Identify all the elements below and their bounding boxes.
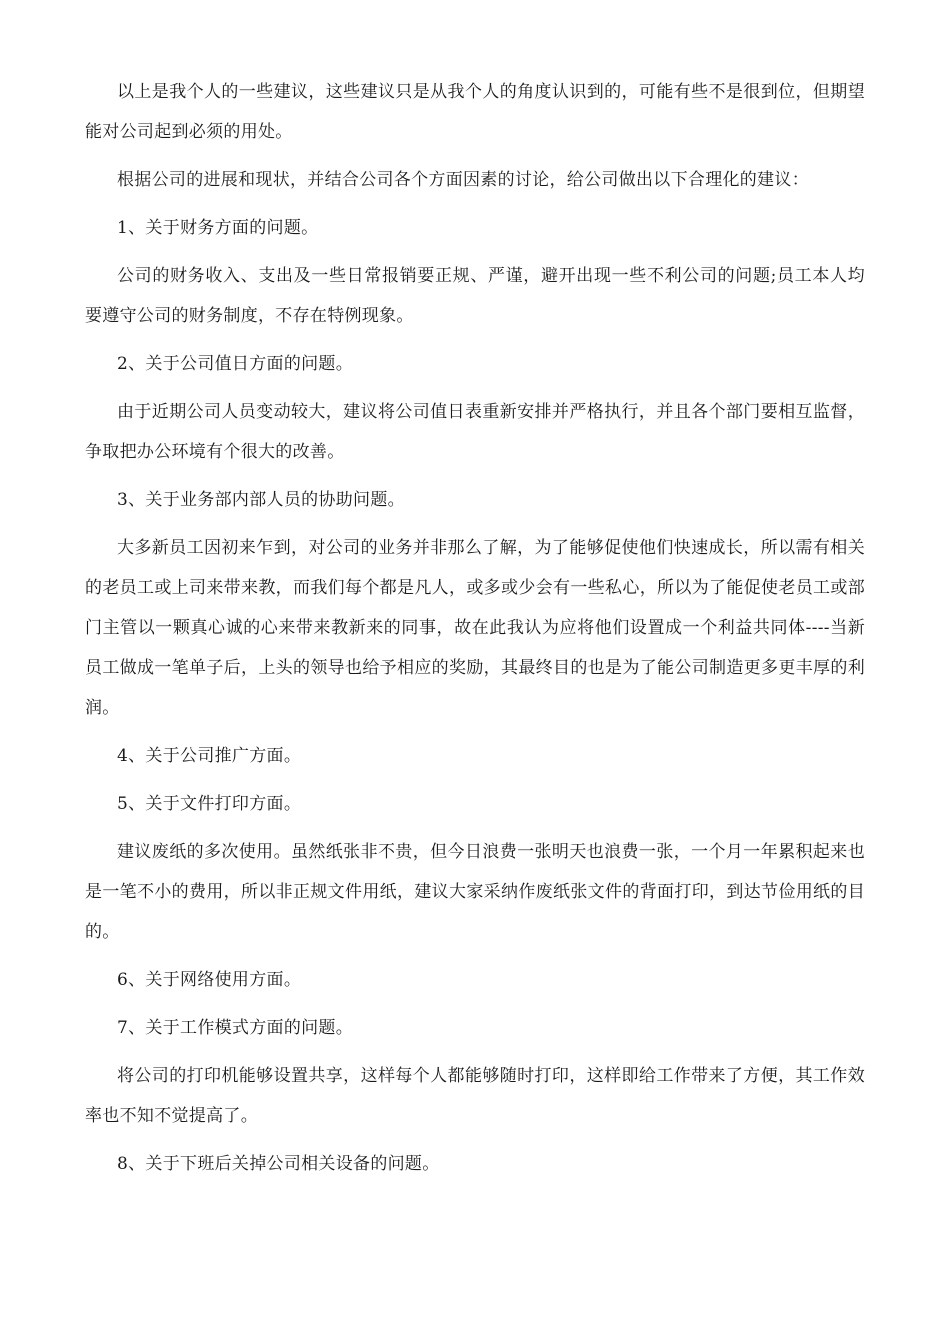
heading-collaboration: 3、关于业务部内部人员的协助问题。	[117, 490, 405, 510]
paragraph-collaboration: 大多新员工因初来乍到，对公司的业务并非那么了解，为了能够促使他们快速成长，所以需有相关的老员工或上司来带来教，而我们每个都是凡人，或多或少会有一些私心，所以为了能促使老员工或部门主管以一颗真心诚的心来带来教新来的同事，故在此我认为应将他们设置成一个利益共同体----当新员工做成一笔单子后，上头的领导也给予相应的奖励，其最终目的也是为了能公司制造更多更丰厚的利润。	[85, 538, 865, 718]
paragraph-printing: 建议废纸的多次使用。虽然纸张非不贵，但今日浪费一张明天也浪费一张，一个月一年累积起来也是一笔不小的费用，所以非正规文件用纸，建议大家采纳作废纸张文件的背面打印，到达节俭用纸的目的。	[85, 842, 865, 942]
heading-duty: 2、关于公司值日方面的问题。	[117, 354, 354, 374]
paragraph-preface: 根据公司的进展和现状，并结合公司各个方面因素的讨论，给公司做出以下合理化的建议：	[117, 170, 809, 190]
heading-network: 6、关于网络使用方面。	[117, 970, 302, 990]
heading-promotion: 4、关于公司推广方面。	[117, 746, 302, 766]
paragraph-work-mode: 将公司的打印机能够设置共享，这样每个人都能够随时打印，这样即给工作带来了方便，其工作效率也不知不觉提高了。	[85, 1066, 865, 1126]
heading-printing: 5、关于文件打印方面。	[117, 794, 302, 814]
heading-work-mode: 7、关于工作模式方面的问题。	[117, 1018, 354, 1038]
paragraph-intro: 以上是我个人的一些建议，这些建议只是从我个人的角度认识到的，可能有些不是很到位，但期望能对公司起到必须的用处。	[85, 82, 865, 142]
paragraph-finance: 公司的财务收入、支出及一些日常报销要正规、严谨，避开出现一些不利公司的问题;员工本人均要遵守公司的财务制度，不存在特例现象。	[85, 266, 865, 326]
document-body	[85, 72, 865, 1184]
paragraph-duty: 由于近期公司人员变动较大，建议将公司值日表重新安排并严格执行，并且各个部门要相互监督，争取把办公环境有个很大的改善。	[85, 402, 865, 462]
heading-finance: 1、关于财务方面的问题。	[117, 218, 319, 238]
heading-equipment: 8、关于下班后关掉公司相关设备的问题。	[117, 1154, 440, 1174]
